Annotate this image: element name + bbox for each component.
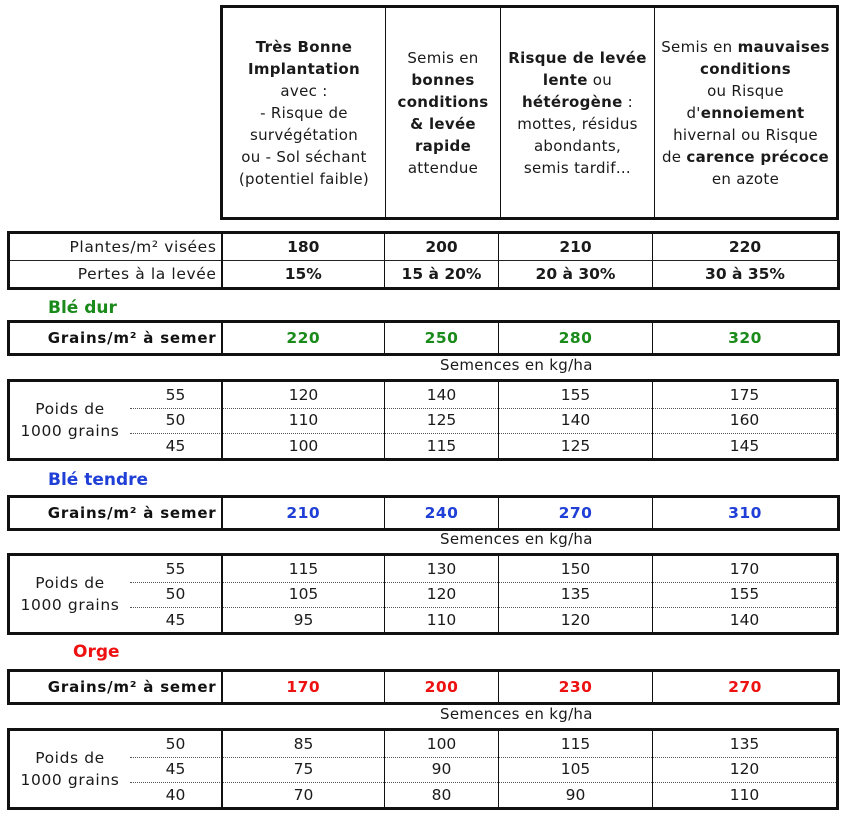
grains-value: 220	[222, 322, 385, 355]
grains-value: 170	[222, 671, 385, 704]
seed-rate-row	[130, 408, 836, 435]
losses-row	[9, 261, 839, 289]
header-col-3	[500, 8, 654, 217]
seed-rate-value: 155	[498, 382, 652, 408]
crop-title: Orge	[73, 642, 120, 662]
grains-table	[7, 320, 840, 356]
targets-table	[7, 231, 840, 290]
header-line: en azote	[711, 169, 780, 188]
tkw-label	[10, 731, 130, 807]
plants-label: Plantes/m² visées	[9, 233, 222, 261]
seeds-unit-label: Semences en kg/ha	[440, 530, 593, 548]
seed-rate-value: 110	[652, 782, 836, 808]
seed-rate-value: 175	[652, 382, 836, 408]
seed-rate-table	[7, 728, 839, 810]
grains-value: 270	[653, 671, 839, 704]
header-col-4	[654, 8, 836, 217]
seed-rate-row	[130, 433, 836, 459]
grains-table	[7, 669, 840, 705]
seed-rate-value: 140	[652, 607, 836, 633]
grains-value: 230	[499, 671, 653, 704]
grains-value: 310	[653, 497, 839, 530]
tkw-value: 45	[165, 610, 186, 629]
seed-rate-value: 115	[384, 433, 498, 459]
header-line: Risque de levée	[508, 48, 647, 67]
header-col-2	[385, 8, 500, 217]
seed-rate-value: 100	[384, 731, 498, 757]
seed-rate-value: 80	[384, 782, 498, 808]
seed-rate-value: 145	[652, 433, 836, 459]
header-line: survégétation	[249, 125, 359, 144]
header-line: ou Risque	[707, 81, 784, 100]
grains-value: 200	[385, 671, 499, 704]
grains-value: 320	[653, 322, 839, 355]
header-col-1	[223, 8, 385, 217]
seed-rate-value: 70	[221, 782, 384, 808]
seed-rate-value: 155	[652, 582, 836, 608]
header-line: Semis en mauvaises	[661, 37, 830, 56]
plants-value: 220	[653, 233, 839, 261]
tkw-value: 50	[165, 585, 186, 604]
header-line: Semis en	[407, 48, 479, 67]
seed-rate-value: 140	[498, 408, 652, 434]
losses-value: 30 à 35%	[653, 261, 839, 289]
tkw-label-line: 1000 grains	[20, 596, 120, 614]
grains-label: Grains/m² à semer	[47, 329, 217, 347]
tkw-value: 40	[165, 785, 186, 804]
header-line: conditions	[397, 92, 489, 111]
header-line: ou - Sol séchant	[241, 147, 367, 166]
seed-rate-row	[130, 782, 836, 808]
seed-rate-value: 75	[221, 757, 384, 783]
seed-rate-row	[130, 731, 836, 758]
header-line: mottes, résidus	[517, 114, 638, 133]
seed-rate-value: 125	[498, 433, 652, 459]
seed-rate-value: 100	[221, 433, 384, 459]
grains-value: 280	[499, 322, 653, 355]
tkw-label-line: 1000 grains	[20, 422, 120, 440]
crop-title: Blé tendre	[48, 470, 149, 490]
seed-rate-value: 90	[384, 757, 498, 783]
plants-value: 210	[499, 233, 653, 261]
grains-value: 240	[385, 497, 499, 530]
header-line: Très Bonne	[255, 37, 353, 56]
seed-rate-value: 115	[498, 731, 652, 757]
header-line: avec :	[280, 81, 328, 100]
header-line: Implantation	[247, 59, 361, 78]
seeds-unit-label: Semences en kg/ha	[440, 705, 593, 723]
header-line: abondants,	[533, 136, 622, 155]
tkw-value: 45	[165, 436, 186, 455]
losses-value: 15 à 20%	[385, 261, 499, 289]
tkw-value: 50	[165, 734, 186, 753]
seed-rate-value: 85	[221, 731, 384, 757]
plants-row	[9, 233, 839, 261]
grains-row	[9, 497, 839, 530]
seed-rate-value: 95	[221, 607, 384, 633]
seed-rate-value: 110	[384, 607, 498, 633]
header-line: semis tardif…	[523, 158, 632, 177]
losses-value: 15%	[222, 261, 385, 289]
seed-rate-value: 115	[221, 556, 384, 582]
header-line: d'ennoiement	[686, 103, 805, 122]
seed-rate-table	[7, 379, 839, 461]
seed-rate-value: 135	[498, 582, 652, 608]
grains-label: Grains/m² à semer	[47, 504, 217, 522]
header-line: - Risque de	[260, 103, 348, 122]
seed-rate-value: 110	[221, 408, 384, 434]
seed-rate-value: 140	[384, 382, 498, 408]
tkw-label-line: Poids de	[35, 749, 105, 767]
plants-value: 180	[222, 233, 385, 261]
grains-row	[9, 671, 839, 704]
grains-row	[9, 322, 839, 355]
header-line: rapide	[414, 136, 472, 155]
losses-value: 20 à 30%	[499, 261, 653, 289]
seed-rate-value: 120	[384, 582, 498, 608]
seed-rate-row	[130, 556, 836, 583]
seed-rate-table	[7, 553, 839, 635]
seed-rate-value: 120	[652, 757, 836, 783]
seed-rate-value: 130	[384, 556, 498, 582]
tkw-label-line: Poids de	[35, 400, 105, 418]
header-line: bonnes	[411, 70, 475, 89]
seed-rate-value: 120	[221, 382, 384, 408]
tkw-label-line: Poids de	[35, 574, 105, 592]
seed-rate-value: 170	[652, 556, 836, 582]
header-line: lente ou	[542, 70, 613, 89]
tkw-value: 55	[165, 559, 186, 578]
tkw-label-line: 1000 grains	[20, 771, 120, 789]
grains-table	[7, 495, 840, 531]
header-line: attendue	[407, 158, 479, 177]
seed-rate-value: 105	[221, 582, 384, 608]
grains-label: Grains/m² à semer	[47, 678, 217, 696]
grains-value: 270	[499, 497, 653, 530]
header-line: (potentiel faible)	[238, 169, 370, 188]
header-line: & levée	[410, 114, 476, 133]
tkw-value: 45	[165, 760, 186, 779]
seed-rate-value: 150	[498, 556, 652, 582]
header-line: hivernal ou Risque	[673, 125, 818, 144]
tkw-value: 55	[165, 385, 186, 404]
seed-rate-row	[130, 382, 836, 409]
tkw-label	[10, 382, 130, 458]
seed-rate-value: 125	[384, 408, 498, 434]
header-line: hétérogène :	[521, 92, 634, 111]
tkw-label	[10, 556, 130, 632]
seed-rate-value: 135	[652, 731, 836, 757]
plants-value: 200	[385, 233, 499, 261]
seed-rate-value: 160	[652, 408, 836, 434]
grains-value: 210	[222, 497, 385, 530]
seed-rate-row	[130, 582, 836, 609]
crop-title: Blé dur	[48, 298, 117, 318]
seed-rate-value: 90	[498, 782, 652, 808]
seed-rate-value: 120	[498, 607, 652, 633]
header-line: de carence précoce	[661, 147, 830, 166]
seed-rate-row	[130, 757, 836, 784]
tkw-value: 50	[165, 411, 186, 430]
seed-rate-row	[130, 607, 836, 633]
seeds-unit-label: Semences en kg/ha	[440, 356, 593, 374]
grains-value: 250	[385, 322, 499, 355]
scenario-header	[220, 5, 839, 220]
seed-rate-value: 105	[498, 757, 652, 783]
header-line: conditions	[700, 59, 791, 78]
losses-label: Pertes à la levée	[77, 265, 217, 283]
